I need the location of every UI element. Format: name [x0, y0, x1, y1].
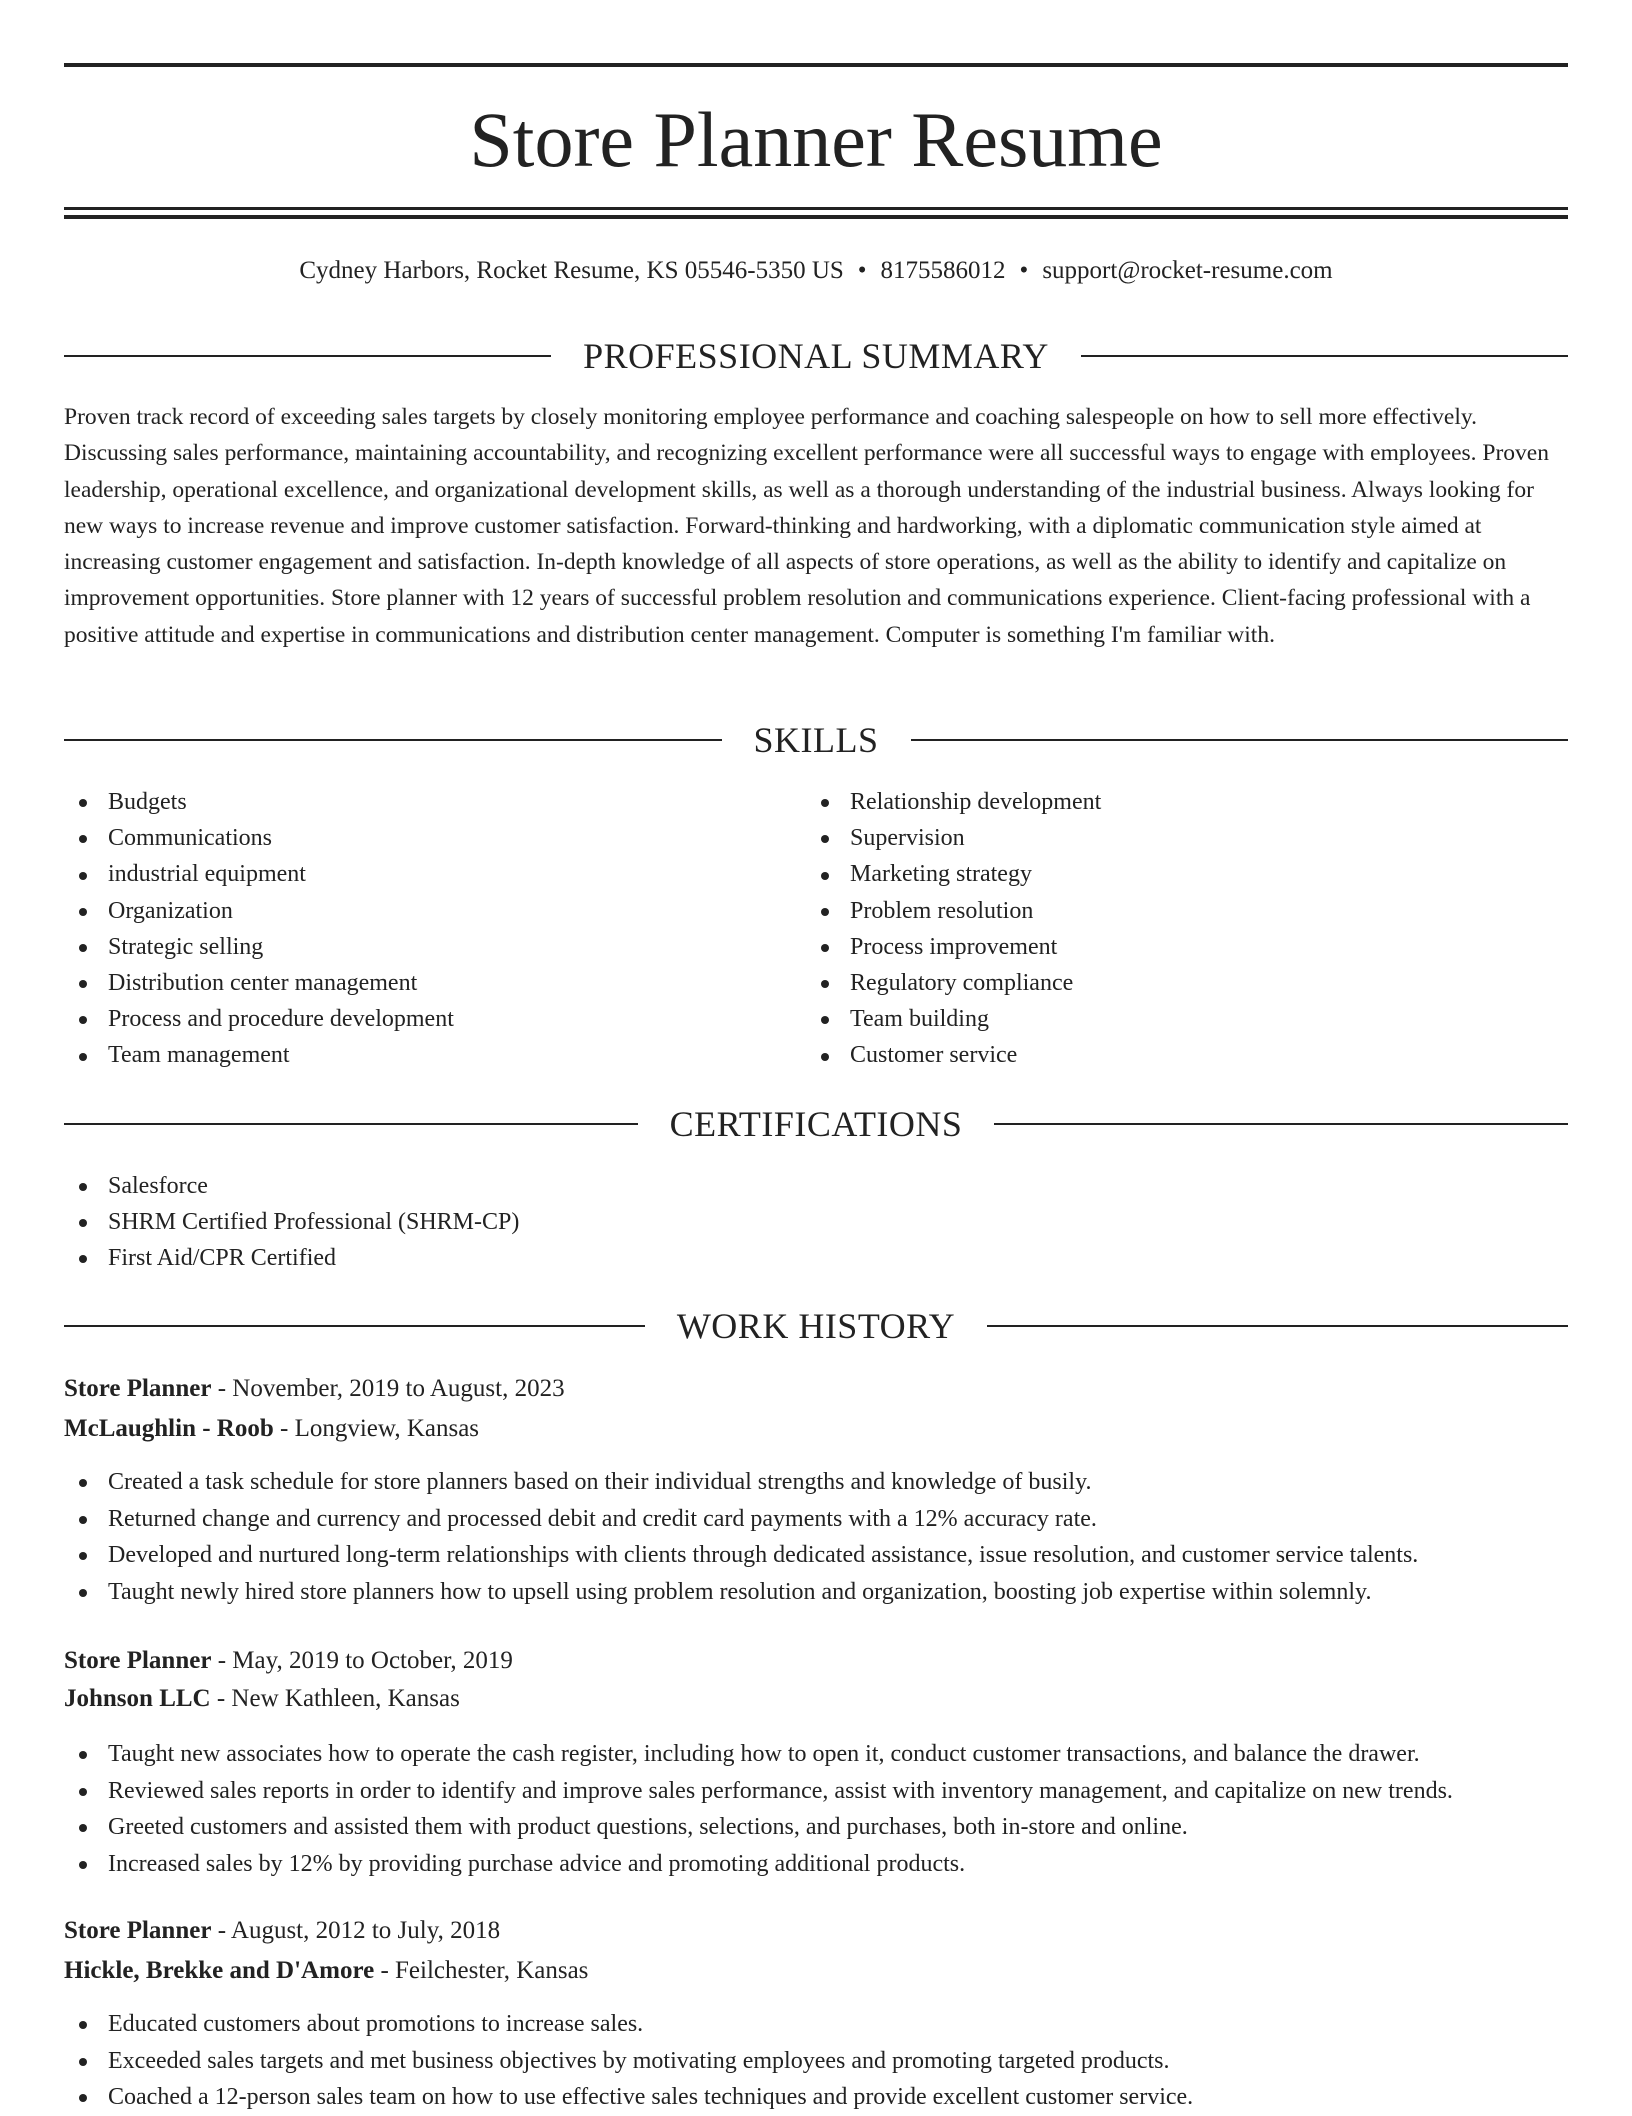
resume-title: Store Planner Resume [469, 96, 1163, 183]
job-bullet: Exceeded sales targets and met business objectives by motivating employees and promoting targeted products. [64, 2043, 1568, 2080]
contact-email: support@rocket-resume.com [1042, 257, 1333, 284]
section-header-work-history [64, 1304, 1568, 1348]
skill-item: industrial equipment [64, 856, 454, 892]
job-location: - New Kathleen, Kansas [210, 1685, 460, 1712]
job-bullet: Created a task schedule for store planners based on their individual strengths and knowledge of busily. [64, 1464, 1568, 1501]
certification-item: First Aid/CPR Certified [64, 1240, 519, 1276]
header-bottom-rule [64, 207, 1568, 210]
contact-separator: • [857, 257, 867, 284]
job-bullet: Returned change and currency and processed debit and credit card payments with a 12% accuracy rate. [64, 1501, 1568, 1538]
contact-address: Cydney Harbors, Rocket Resume, KS 05546-5350 US [299, 257, 844, 284]
skill-item: Strategic selling [64, 929, 454, 965]
skill-item: Team management [64, 1037, 454, 1073]
section-rule [64, 355, 551, 357]
section-title-certifications: CERTIFICATIONS [669, 1104, 963, 1144]
job-bullet: Coached a 12-person sales team on how to use effective sales techniques and provide excellent customer service. [64, 2079, 1568, 2116]
job-location: - Feilchester, Kansas [374, 1957, 589, 1984]
certification-item: SHRM Certified Professional (SHRM-CP) [64, 1204, 519, 1240]
job-company: Johnson LLC [64, 1685, 211, 1712]
section-rule [64, 739, 722, 741]
section-rule [1081, 355, 1568, 357]
job-location: - Longview, Kansas [273, 1415, 480, 1442]
job-bullets [64, 1736, 1568, 1882]
section-rule [64, 1325, 645, 1327]
contact-line [64, 254, 1568, 288]
skills-list-left [64, 784, 454, 1074]
job-bullet: Greeted customers and assisted them with product questions, selections, and purchases, both in-store and online. [64, 1809, 1568, 1846]
job-dates: - August, 2012 to July, 2018 [211, 1917, 501, 1944]
skill-item: Supervision [806, 820, 1101, 856]
job-title: Store Planner [64, 1375, 212, 1402]
skill-item: Process improvement [806, 929, 1101, 965]
section-title-skills: SKILLS [753, 720, 879, 760]
section-rule [64, 1123, 638, 1125]
skill-item: Regulatory compliance [806, 965, 1101, 1001]
skills-list-right [806, 784, 1101, 1074]
job-dates: - May, 2019 to October, 2019 [211, 1647, 513, 1674]
job-company-line [64, 1954, 588, 1988]
job-title-line [64, 1914, 500, 1948]
skill-item: Distribution center management [64, 965, 454, 1001]
section-header-summary [64, 334, 1568, 378]
skill-item: Team building [806, 1001, 1101, 1037]
skill-item: Problem resolution [806, 893, 1101, 929]
job-bullet: Educated customers about promotions to increase sales. [64, 2006, 1568, 2043]
job-title: Store Planner [64, 1917, 212, 1944]
section-header-certifications [64, 1102, 1568, 1146]
job-bullet: Taught newly hired store planners how to upsell using problem resolution and organization, boosting job expertise within solemnly. [64, 1574, 1568, 1611]
job-bullet: Reviewed sales reports in order to identify and improve sales performance, assist with inventory management, and capitalize on new trends. [64, 1773, 1568, 1810]
contact-phone: 8175586012 [880, 257, 1006, 284]
skill-item: Budgets [64, 784, 454, 820]
contact-separator: • [1019, 257, 1029, 284]
header-top-rule [64, 63, 1568, 67]
header-bottom-rule-2 [64, 215, 1568, 219]
certifications-list [64, 1168, 519, 1276]
skill-item: Process and procedure development [64, 1001, 454, 1037]
job-bullet: Taught new associates how to operate the cash register, including how to open it, conduct customer transactions, and balance the drawer. [64, 1736, 1568, 1773]
job-bullets [64, 1464, 1568, 1610]
skill-item: Relationship development [806, 784, 1101, 820]
certification-item: Salesforce [64, 1168, 519, 1204]
section-title-summary: PROFESSIONAL SUMMARY [583, 336, 1049, 376]
job-title: Store Planner [64, 1647, 212, 1674]
job-title-line [64, 1644, 513, 1678]
section-title-work-history: WORK HISTORY [676, 1306, 956, 1346]
job-bullet: Increased sales by 12% by providing purchase advice and promoting additional products. [64, 1846, 1568, 1883]
job-dates: - November, 2019 to August, 2023 [211, 1375, 565, 1402]
skill-item: Organization [64, 893, 454, 929]
section-rule [987, 1325, 1568, 1327]
section-header-skills [64, 718, 1568, 762]
job-title-line [64, 1372, 565, 1406]
skill-item: Marketing strategy [806, 856, 1101, 892]
job-company-line [64, 1412, 479, 1446]
section-rule [994, 1123, 1568, 1125]
skill-item: Communications [64, 820, 454, 856]
job-company: Hickle, Brekke and D'Amore [64, 1957, 375, 1984]
job-company: McLaughlin - Roob [64, 1415, 274, 1442]
job-bullet: Developed and nurtured long-term relationships with clients through dedicated assistance, issue resolution, and customer service talents. [64, 1537, 1568, 1574]
skill-item: Customer service [806, 1037, 1101, 1073]
section-rule [911, 739, 1569, 741]
summary-paragraph: Proven track record of exceeding sales targets by closely monitoring employee performance and coaching salespeople on how to sell more effectively. Discussing sales performance, maintaining accountability, and recognizing excellent performance were all successful ways to engage with employees. Proven leadership, operational excellence, and organizational development skills, as well as a thorough understanding of the industrial business. Always looking for new ways to increase revenue and improve customer satisfaction. Forward-thinking and hardworking, with a diplomatic communication style aimed at increasing customer engagement and satisfaction. In-depth knowledge of all aspects of store operations, as well as the ability to identify and capitalize on improvement opportunities. Store planner with 12 years of successful problem resolution and communications experience. Client-facing professional with a positive attitude and expertise in communications and distribution center management. Computer is something I'm familiar with. [64, 404, 1549, 648]
job-bullets [64, 2006, 1568, 2116]
job-company-line [64, 1682, 460, 1716]
